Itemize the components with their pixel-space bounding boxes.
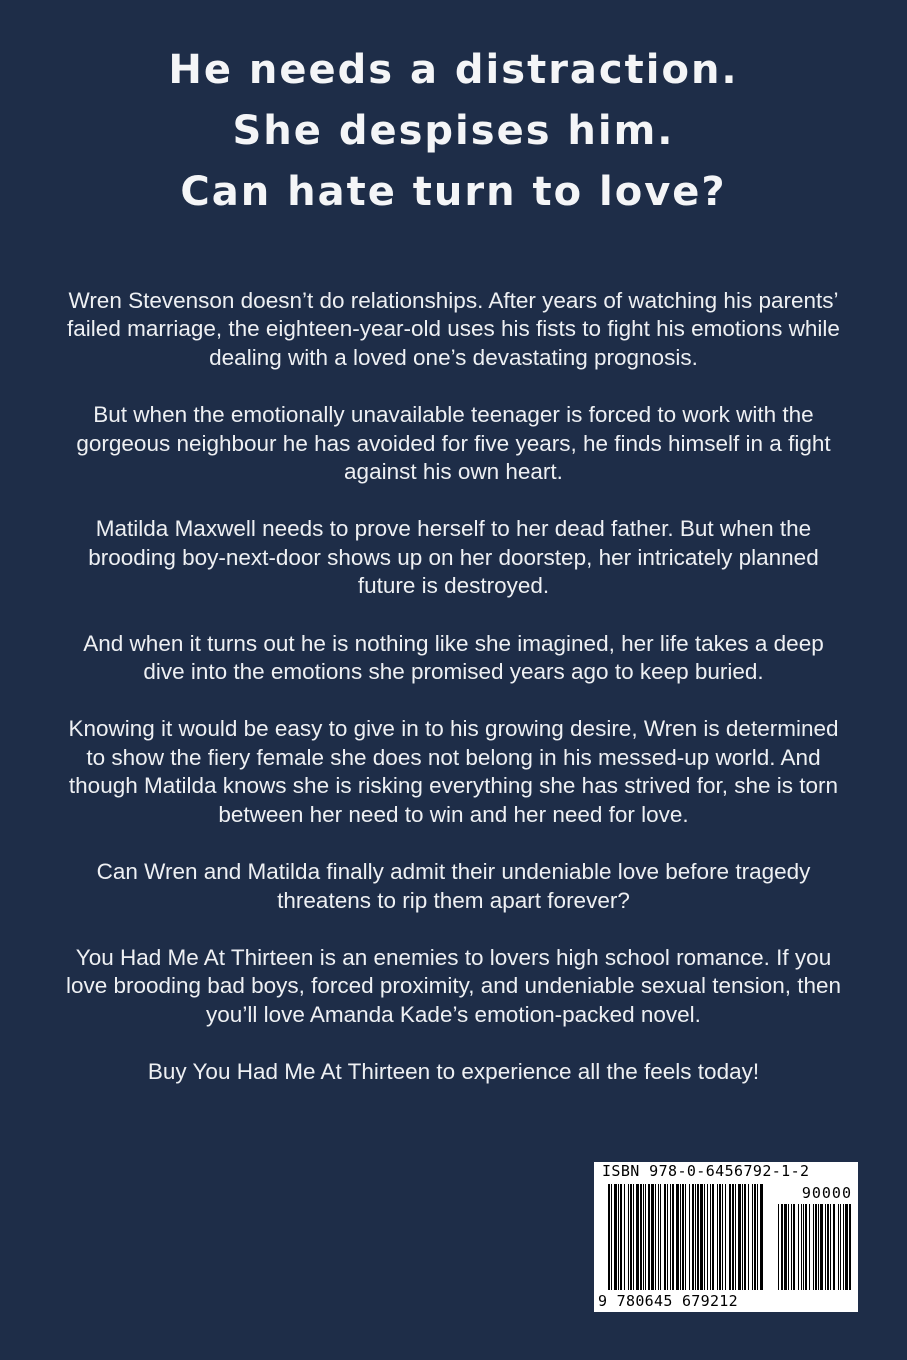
blurb-paragraph: Wren Stevenson doesn’t do relationships. After years of watching his parents’ failed marriage, the eighteen-year-old uses his fists to fight his emotions while dealing with a loved one’s devastating prognosis.: [67, 288, 840, 370]
blurb-paragraph: And when it turns out he is nothing like she imagined, her life takes a deep dive into the emotions she promised years ago to keep buried.: [83, 630, 824, 685]
blurb-paragraph: But when the emotionally unavailable teenager is forced to work with the gorgeous neighbour he has avoided for five years, he finds himself in a fight against his own heart.: [76, 402, 831, 485]
tagline-line-1: He needs a distraction.: [168, 47, 739, 93]
price-addon: 90000: [801, 1184, 852, 1202]
tagline-line-2: She despises him.: [232, 108, 675, 154]
barcode-bars: [594, 1162, 858, 1312]
book-blurb: [60, 287, 847, 1116]
blurb-paragraph: Knowing it would be easy to give in to his growing desire, Wren is determined to show the fiery female she does not belong in his messed-up world. And though Matilda knows she is risking everything she has strived for, she is torn between her need to win and her need for love.: [68, 716, 839, 827]
tagline-line-3: Can hate turn to love?: [180, 169, 727, 215]
blurb-paragraph: Can Wren and Matilda finally admit their undeniable love before tragedy threatens to rip them apart forever?: [96, 859, 811, 913]
blurb-paragraph: Buy You Had Me At Thirteen to experience all the feels today!: [147, 1059, 760, 1085]
blurb-paragraph: You Had Me At Thirteen is an enemies to lovers high school romance. If you love brooding bad boys, forced proximity, and undeniable sexual tension, then you’ll love Amanda Kade’s emotion-packed novel.: [65, 944, 842, 1027]
barcode-digits: 9 780645 679212: [598, 1292, 738, 1310]
isbn-label: ISBN 978-0-6456792-1-2: [602, 1162, 810, 1180]
isbn-barcode: [594, 1162, 858, 1312]
tagline: [0, 40, 907, 223]
blurb-paragraph: Matilda Maxwell needs to prove herself to her dead father. But when the brooding boy-next-door shows up on her doorstep, her intricately planned future is destroyed.: [88, 516, 819, 599]
